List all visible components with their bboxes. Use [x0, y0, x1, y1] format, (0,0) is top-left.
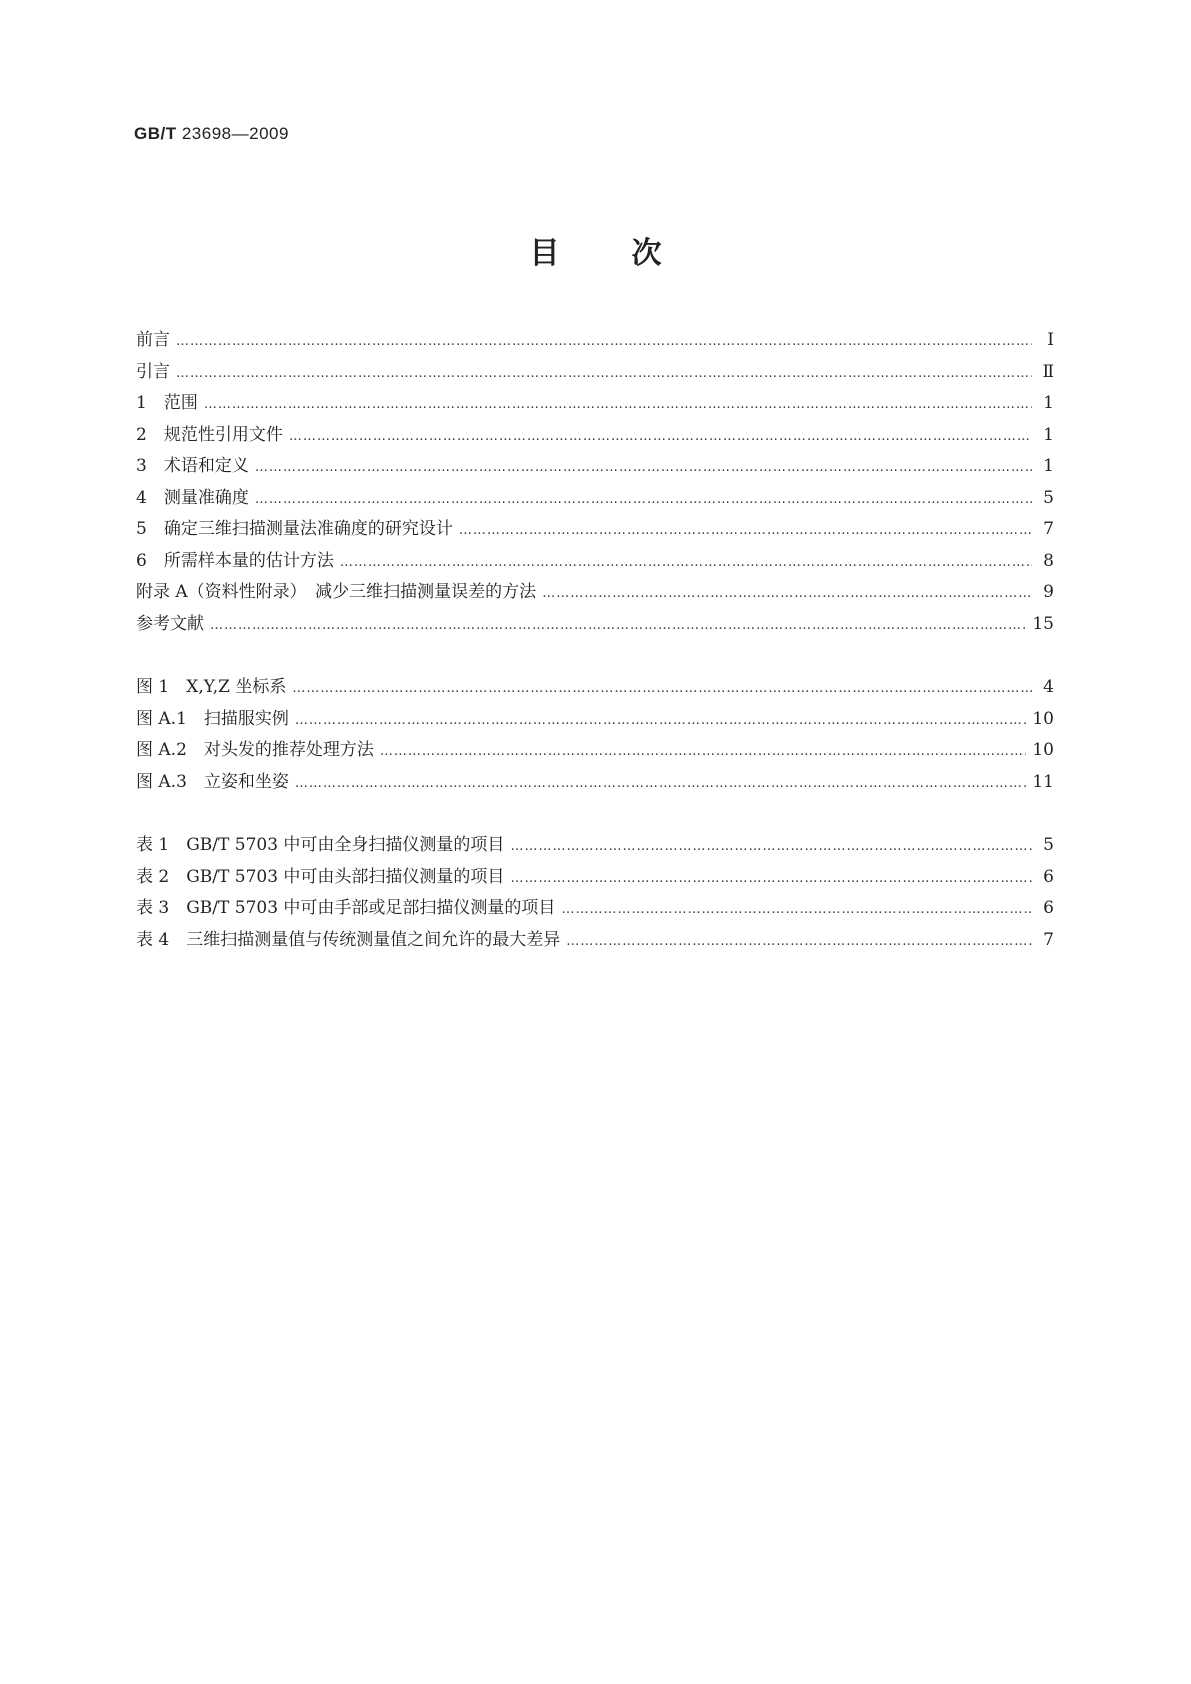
toc-row-study-design[interactable] [136, 514, 1054, 546]
toc-row-accuracy[interactable] [136, 483, 1054, 515]
toc-label: 1 范围 [136, 393, 198, 413]
toc-row-table-2[interactable] [136, 862, 1054, 894]
toc-page: Ⅰ [1047, 330, 1054, 350]
toc-figures-section [136, 672, 1054, 798]
toc-label: 图 A.1 扫描服实例 [136, 708, 289, 729]
standard-number: 23698—2009 [181, 124, 289, 143]
toc-leader-dots [289, 421, 1032, 453]
toc-row-normative-references[interactable] [136, 420, 1054, 452]
toc-leader-dots [340, 547, 1032, 579]
toc-page: 11 [1032, 771, 1054, 792]
toc-main-section [136, 325, 1054, 640]
toc-page: 4 [1043, 677, 1054, 697]
toc-row-foreword[interactable] [136, 325, 1054, 357]
toc-page: 5 [1043, 835, 1054, 855]
toc-row-figure-a1[interactable] [136, 704, 1054, 736]
toc-page: 6 [1043, 898, 1054, 918]
toc-label: 附录 A（资料性附录） 减少三维扫描测量误差的方法 [136, 582, 537, 602]
toc-page: 1 [1043, 456, 1054, 476]
toc-leader-dots [292, 673, 1032, 705]
toc-page: 6 [1043, 866, 1054, 887]
toc-page: 5 [1043, 487, 1054, 508]
title-char-2: 次 [631, 236, 662, 271]
toc-label: 4 测量准确度 [136, 487, 249, 508]
toc-row-terms[interactable] [136, 451, 1054, 483]
toc-page: Ⅱ [1042, 361, 1054, 382]
toc-row-table-3[interactable] [136, 893, 1054, 925]
toc-row-annex-a[interactable] [136, 577, 1054, 609]
toc-label: 引言 [136, 361, 170, 382]
toc-leader-dots [210, 610, 1026, 642]
toc-page: 1 [1043, 424, 1054, 445]
toc-leader-dots [566, 926, 1032, 958]
toc-label: 3 术语和定义 [136, 456, 249, 476]
toc-label: 表 1 GB/T 5703 中可由全身扫描仪测量的项目 [136, 835, 505, 855]
toc-tables-section [136, 830, 1054, 956]
toc-leader-dots [542, 578, 1032, 610]
toc-leader-dots [204, 389, 1032, 421]
toc-row-introduction[interactable] [136, 357, 1054, 389]
toc-label: 图 A.3 立姿和坐姿 [136, 771, 289, 792]
toc-row-sample-size[interactable] [136, 546, 1054, 578]
toc-label: 参考文献 [136, 613, 204, 634]
toc-row-figure-a2[interactable] [136, 735, 1054, 767]
toc-leader-dots [176, 326, 1032, 358]
toc-page: 7 [1043, 929, 1054, 950]
toc-leader-dots [510, 831, 1032, 863]
toc-row-bibliography[interactable] [136, 609, 1054, 641]
toc-label: 前言 [136, 330, 170, 350]
toc-label: 图 1 X,Y,Z 坐标系 [136, 677, 287, 697]
toc-leader-dots [295, 705, 1026, 737]
toc-label: 图 A.2 对头发的推荐处理方法 [136, 740, 374, 760]
toc-label: 表 4 三维扫描测量值与传统测量值之间允许的最大差异 [136, 929, 561, 950]
standard-header [134, 124, 289, 144]
standard-prefix: GB/T [134, 124, 177, 143]
toc-page: 15 [1032, 613, 1054, 634]
page-title [0, 228, 1191, 272]
toc-label: 表 3 GB/T 5703 中可由手部或足部扫描仪测量的项目 [136, 898, 556, 918]
toc-page: 9 [1043, 582, 1054, 602]
toc-row-figure-a3[interactable] [136, 767, 1054, 799]
toc-row-figure-1[interactable] [136, 672, 1054, 704]
toc-leader-dots [459, 515, 1032, 547]
toc-leader-dots [510, 863, 1032, 895]
toc-leader-dots [255, 452, 1032, 484]
title-char-1: 目 [529, 236, 560, 271]
toc-page: 8 [1043, 550, 1054, 571]
toc-leader-dots [255, 484, 1032, 516]
toc-page: 1 [1043, 393, 1054, 413]
toc-label: 表 2 GB/T 5703 中可由头部扫描仪测量的项目 [136, 866, 505, 887]
toc-page: 10 [1032, 708, 1054, 729]
toc-row-table-1[interactable] [136, 830, 1054, 862]
toc-leader-dots [295, 768, 1026, 800]
toc-label: 6 所需样本量的估计方法 [136, 550, 334, 571]
toc-page: 7 [1043, 519, 1054, 539]
toc-page: 10 [1032, 740, 1054, 760]
toc-row-scope[interactable] [136, 388, 1054, 420]
toc-leader-dots [380, 736, 1026, 768]
toc-row-table-4[interactable] [136, 925, 1054, 957]
toc-leader-dots [176, 358, 1032, 390]
toc-label: 2 规范性引用文件 [136, 424, 283, 445]
toc-label: 5 确定三维扫描测量法准确度的研究设计 [136, 519, 453, 539]
toc-leader-dots [561, 894, 1032, 926]
